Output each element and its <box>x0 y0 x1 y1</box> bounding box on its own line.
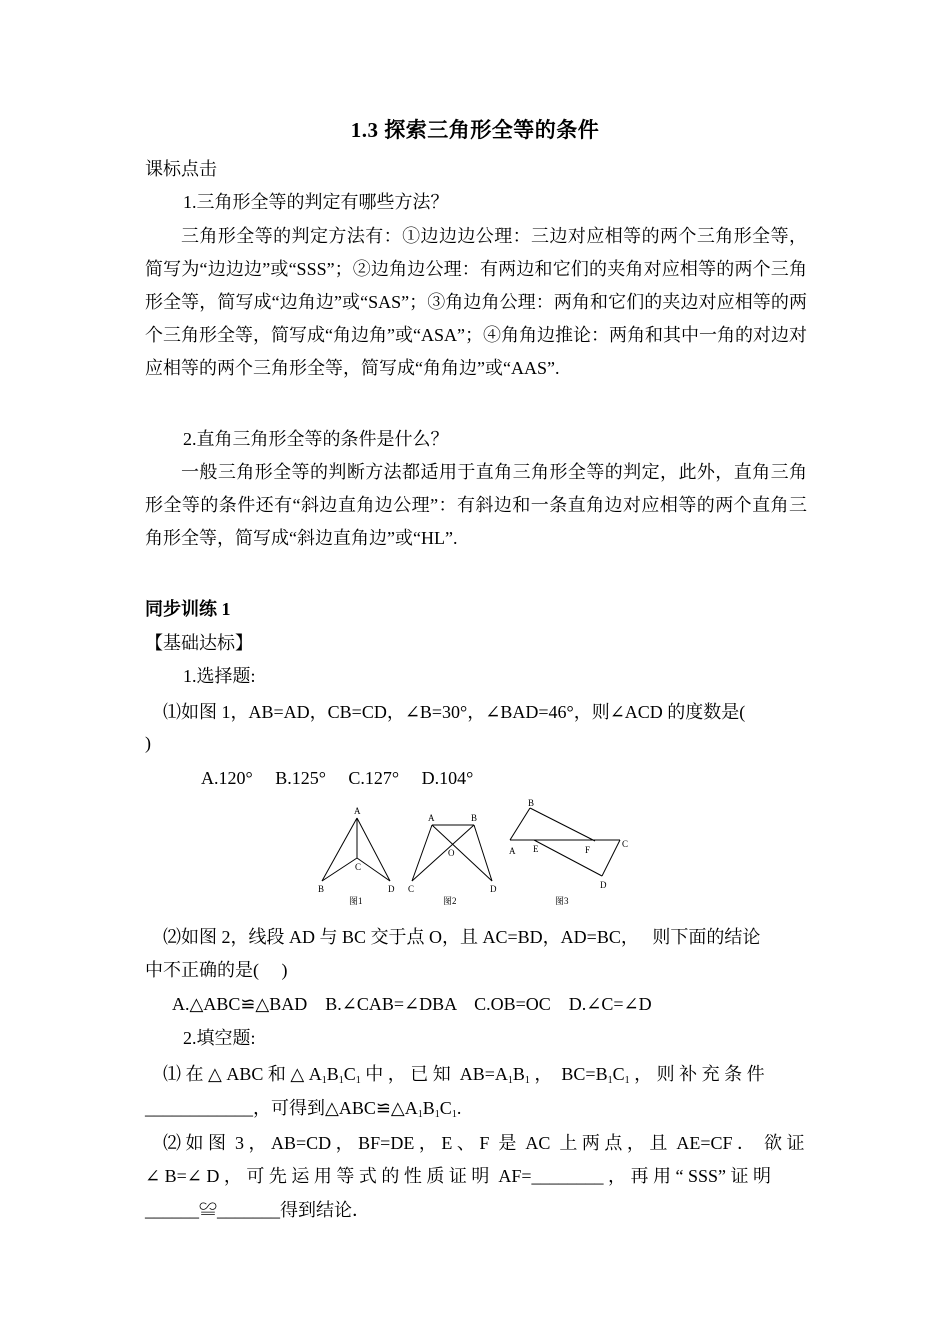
question-1: 1.三角形全等的判定有哪些方法？ <box>183 192 449 212</box>
sub-1: 1 <box>338 1075 344 1086</box>
fill-2-line3: ______≌_______得到结论． <box>145 1200 370 1220</box>
sub-1: 1 <box>434 1109 440 1120</box>
fig3-label-e: E <box>533 844 539 854</box>
fig2-label-d: D <box>490 884 497 894</box>
fig1-label-a: A <box>354 806 361 816</box>
fig2-label-a: A <box>428 813 435 823</box>
fig3-label-d: D <box>600 880 607 890</box>
fig2-line-BC <box>412 825 474 881</box>
fill-1-line2 <box>145 1095 461 1121</box>
choice-title: 1.选择题: <box>183 666 256 686</box>
sub-1: 1 <box>321 1075 327 1086</box>
fig3-line-BF <box>530 808 595 841</box>
fig3-label-c: C <box>622 839 629 849</box>
fill-1-text-d: 中 ， 已 知 AB=A <box>360 1064 508 1084</box>
fig1-label-d: D <box>388 884 395 894</box>
fig3-caption: 图3 <box>555 896 569 906</box>
fig1-line-CD <box>357 858 390 881</box>
question-2: 2.直角三角形全等的条件是什么？ <box>183 429 449 449</box>
fig1-caption: 图1 <box>349 896 363 906</box>
fill-1-line2-c: C <box>439 1098 452 1118</box>
fill-1-line2-b: B <box>422 1098 435 1118</box>
problem-2-line2: 中不正确的是( ) <box>145 960 288 980</box>
page-title: 1.3 探索三角形全等的条件 <box>350 118 600 142</box>
fill-1-text-f: ， BC=B <box>529 1064 608 1084</box>
problem-1-line1: ⑴如图 1，AB=AD，CB=CD，∠B=30°，∠BAD=46°，则∠ACD 的度数是( <box>163 702 746 722</box>
fig1-line-AB <box>322 818 357 881</box>
answer-1-paragraph: 三角形全等的判定方法有：①边边边公理：三边对应相等的两个三角形全等，简写为“边边边”或“SSS”；②边角边公理：有两边和它们的夹角对应相等的两个三角形全等，简写成“边角边”或“SAS”；③角边角公理：两角和它们的夹边对应相等的两个三角形全等，简写成“角边角”或“ASA”；④角角边推论：两角和其中一角的对边对应相等的两个三角形全等，简写成“角角边”或“AAS”. <box>145 226 807 378</box>
sub-1: 1 <box>624 1075 630 1086</box>
section-heading-kebiao: 课标点击 <box>145 159 217 179</box>
fig3-line-ED <box>534 840 602 876</box>
fill-1-text-g: C <box>612 1064 625 1084</box>
fill-1-text-b: B <box>326 1064 339 1084</box>
fig3-label-a: A <box>509 846 516 856</box>
fig1-line-AD <box>357 818 390 881</box>
fill-1-text-a: ⑴ 在 △ ABC 和 △ A <box>163 1064 322 1084</box>
problem-2-options: A.△ABC≌△BAD B.∠CAB=∠DBA C.OB=OC D.∠C=∠D <box>172 994 652 1014</box>
figures-svg <box>312 796 642 911</box>
fig2-label-c: C <box>408 884 415 894</box>
fill-1-line2-d: . <box>456 1098 462 1118</box>
fill-2-line1: ⑵ 如 图 3 ， AB=CD ， BF=DE ， E 、 F 是 AC 上 两 点 ， 且 AE=CF ． 欲 证 <box>163 1133 805 1153</box>
problem-2-line1: ⑵如图 2，线段 AD 与 BC 交于点 O，且 AC=BD，AD=BC， 则下面的结论 <box>163 927 761 947</box>
sub-1: 1 <box>355 1075 361 1086</box>
fill-1-text-h: ， 则 补 充 条 件 <box>629 1064 765 1084</box>
sub-1: 1 <box>451 1109 457 1120</box>
answer-2-paragraph: 一般三角形全等的判断方法都适用于直角三角形全等的判定，此外，直角三角形全等的条件还有“斜边直角边公理”：有斜边和一条直角边对应相等的两个直角三角形全等，简写成“斜边直角边”或“HL”. <box>145 462 807 548</box>
fig1-line-BC <box>322 858 357 881</box>
sub-1: 1 <box>524 1075 530 1086</box>
fill-1-line1 <box>163 1061 765 1087</box>
fill-1-text-e: B <box>512 1064 525 1084</box>
fill-1-blank-text: ____________，可得到△ABC≌△A <box>145 1098 418 1118</box>
fig3-line-AB <box>510 808 530 840</box>
fig1-label-b: B <box>318 884 325 894</box>
fig2-caption: 图2 <box>443 896 457 906</box>
fill-1-text-c: C <box>343 1064 356 1084</box>
figures-row <box>312 796 642 911</box>
fig2-label-o: O <box>448 848 455 858</box>
fig3-label-b: B <box>528 798 535 808</box>
fill-2-line2: ∠ B=∠ D ， 可 先 运 用 等 式 的 性 质 证 明 AF=________ ， 再 用 “ SSS” 证 明 <box>145 1166 771 1186</box>
sub-1: 1 <box>507 1075 513 1086</box>
fig1-label-c: C <box>355 862 362 872</box>
sub-1: 1 <box>607 1075 613 1086</box>
fig2-label-b: B <box>471 813 478 823</box>
fill-title: 2.填空题: <box>183 1028 256 1048</box>
problem-1-options: A.120° B.125° C.127° D.104° <box>201 768 474 788</box>
subheading-jichu: 【基础达标】 <box>145 633 253 653</box>
fig3-line-CD <box>602 840 620 876</box>
fig3-label-f: F <box>585 845 591 855</box>
sub-1: 1 <box>417 1109 423 1120</box>
problem-1-line2: ) <box>145 733 151 753</box>
section-heading-tongbu: 同步训练 1 <box>145 599 231 619</box>
